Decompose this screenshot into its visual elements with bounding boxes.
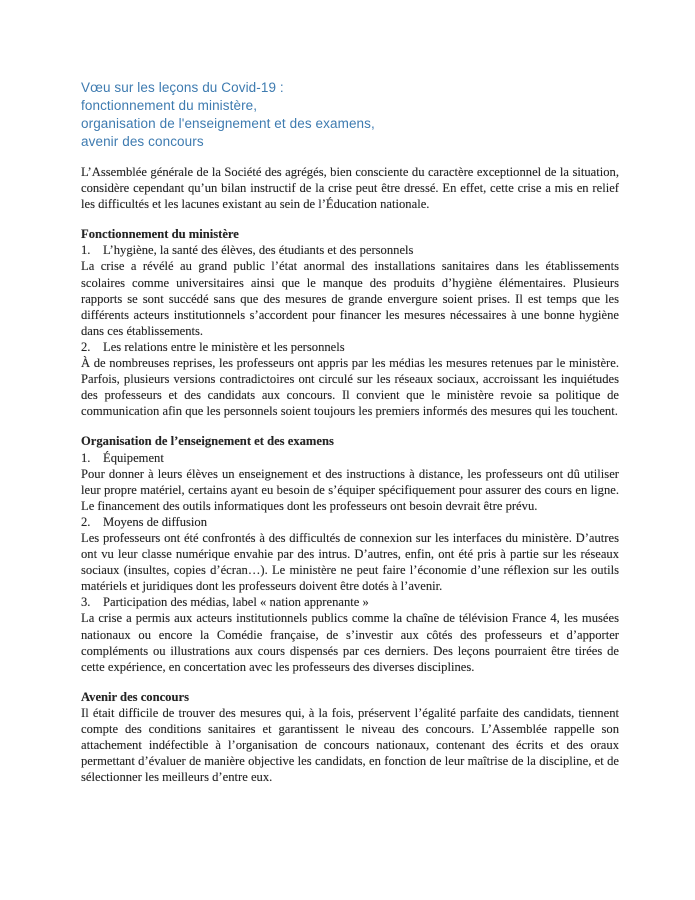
paragraph: Les professeurs ont été confrontés à des difficultés de connexion sur les interfaces du ministère. D’autres ont vu leur classe numérique envahie par des intrus. D’autres, enfin, ont été pris à partie sur les réseaux sociaux (insultes, copies d’écran…). Le ministère ne peut faire l’économie d’une réflexion sur les outils matériels et juridiques dont les professeurs doivent être dotés à l’avenir.	[81, 530, 619, 594]
numbered-item	[81, 450, 619, 466]
numbered-item	[81, 242, 619, 258]
title-line-1: Vœu sur les leçons du Covid-19 :	[81, 80, 284, 95]
paragraph: À de nombreuses reprises, les professeurs ont appris par les médias les mesures retenues par le ministère. Parfois, plusieurs versions contradictoires ont circulé sur les réseaux sociaux, accroissant les inquiétudes des professeurs et des candidats aux concours. Il convient que le ministère revoie sa politique de communication afin que les personnels soient toujours les premiers informés des mesures qui les touchent.	[81, 356, 619, 419]
item-label: Équipement	[103, 450, 164, 465]
numbered-item	[81, 514, 619, 530]
intro-paragraph: L’Assemblée générale de la Société des agrégés, bien consciente du caractère exceptionnel de la situation, considère cependant qu’un bilan instructif de la crise peut être dressé. En effet, cette crise a mis en relief les difficultés et les lacunes existant au sein de l’Éducation nationale.	[81, 165, 619, 212]
paragraph: La crise a révélé au grand public l’état anormal des installations sanitaires dans les établissements scolaires comme universitaires ainsi que le manque des produits d’hygiène élémentaires. Plusieurs rapports se sont succédé sans que des mesures de grande envergure soient prises. Il est temps que les différents acteurs institutionnels s’accordent pour financer les mesures nécessaires à une bonne hygiène dans ces établissements.	[81, 259, 619, 338]
section-heading: Organisation de l’enseignement et des examens	[81, 434, 334, 449]
item-label: Les relations entre le ministère et les personnels	[103, 339, 345, 354]
document-body	[81, 164, 619, 785]
item-number: 1.	[81, 243, 91, 258]
section-heading: Avenir des concours	[81, 689, 189, 704]
title-line-3: organisation de l'enseignement et des examens,	[81, 116, 375, 131]
section	[81, 433, 619, 674]
item-number: 3.	[81, 595, 91, 610]
paragraph: Il était difficile de trouver des mesures qui, à la fois, préservent l’égalité parfaite des candidats, tiennent compte des conditions sanitaires et garantissent le niveau des concours. L’Assemblée rappelle son attachement indéfectible à l’organisation de concours nationaux, contenant des écrits et des oraux permettant d’évaluer de manière objective les candidats, en fonction de leur maîtrise de la discipline, et de sélectionner les meilleurs d’entre eux.	[81, 705, 619, 785]
paragraph: La crise a permis aux acteurs institutionnels publics comme la chaîne de télévision France 4, les musées nationaux ou encore la Comédie française, de s’investir aux côtés des professeurs et d’apporter compléments ou illustrations aux cours dispensés par ces derniers. Des leçons pourraient être tirées de cette expérience, en concertation avec les professeurs des diverses disciplines.	[81, 611, 619, 674]
section-heading: Fonctionnement du ministère	[81, 227, 239, 242]
document-content	[81, 79, 619, 785]
title-line-2: fonctionnement du ministère,	[81, 98, 258, 113]
item-number: 2.	[81, 339, 91, 354]
item-label: L’hygiène, la santé des élèves, des étudiants et des personnels	[103, 243, 414, 258]
item-label: Moyens de diffusion	[103, 514, 208, 529]
item-number: 1.	[81, 450, 91, 465]
title-line-4: avenir des concours	[81, 134, 204, 149]
section	[81, 689, 619, 786]
item-number: 2.	[81, 514, 91, 529]
section	[81, 226, 619, 419]
numbered-item	[81, 594, 619, 610]
numbered-item	[81, 339, 619, 355]
document-title	[81, 79, 619, 151]
paragraph: Pour donner à leurs élèves un enseignement et des instructions à distance, les professeurs ont dû utiliser leur propre matériel, certains ayant eu besoin de s’équiper spécifiquement pour assurer des cours en ligne. Le financement des outils informatiques dont les professeurs ont besoin devrait être prévu.	[81, 466, 619, 513]
sections-container	[81, 226, 619, 785]
item-label: Participation des médias, label « nation apprenante »	[103, 595, 369, 610]
